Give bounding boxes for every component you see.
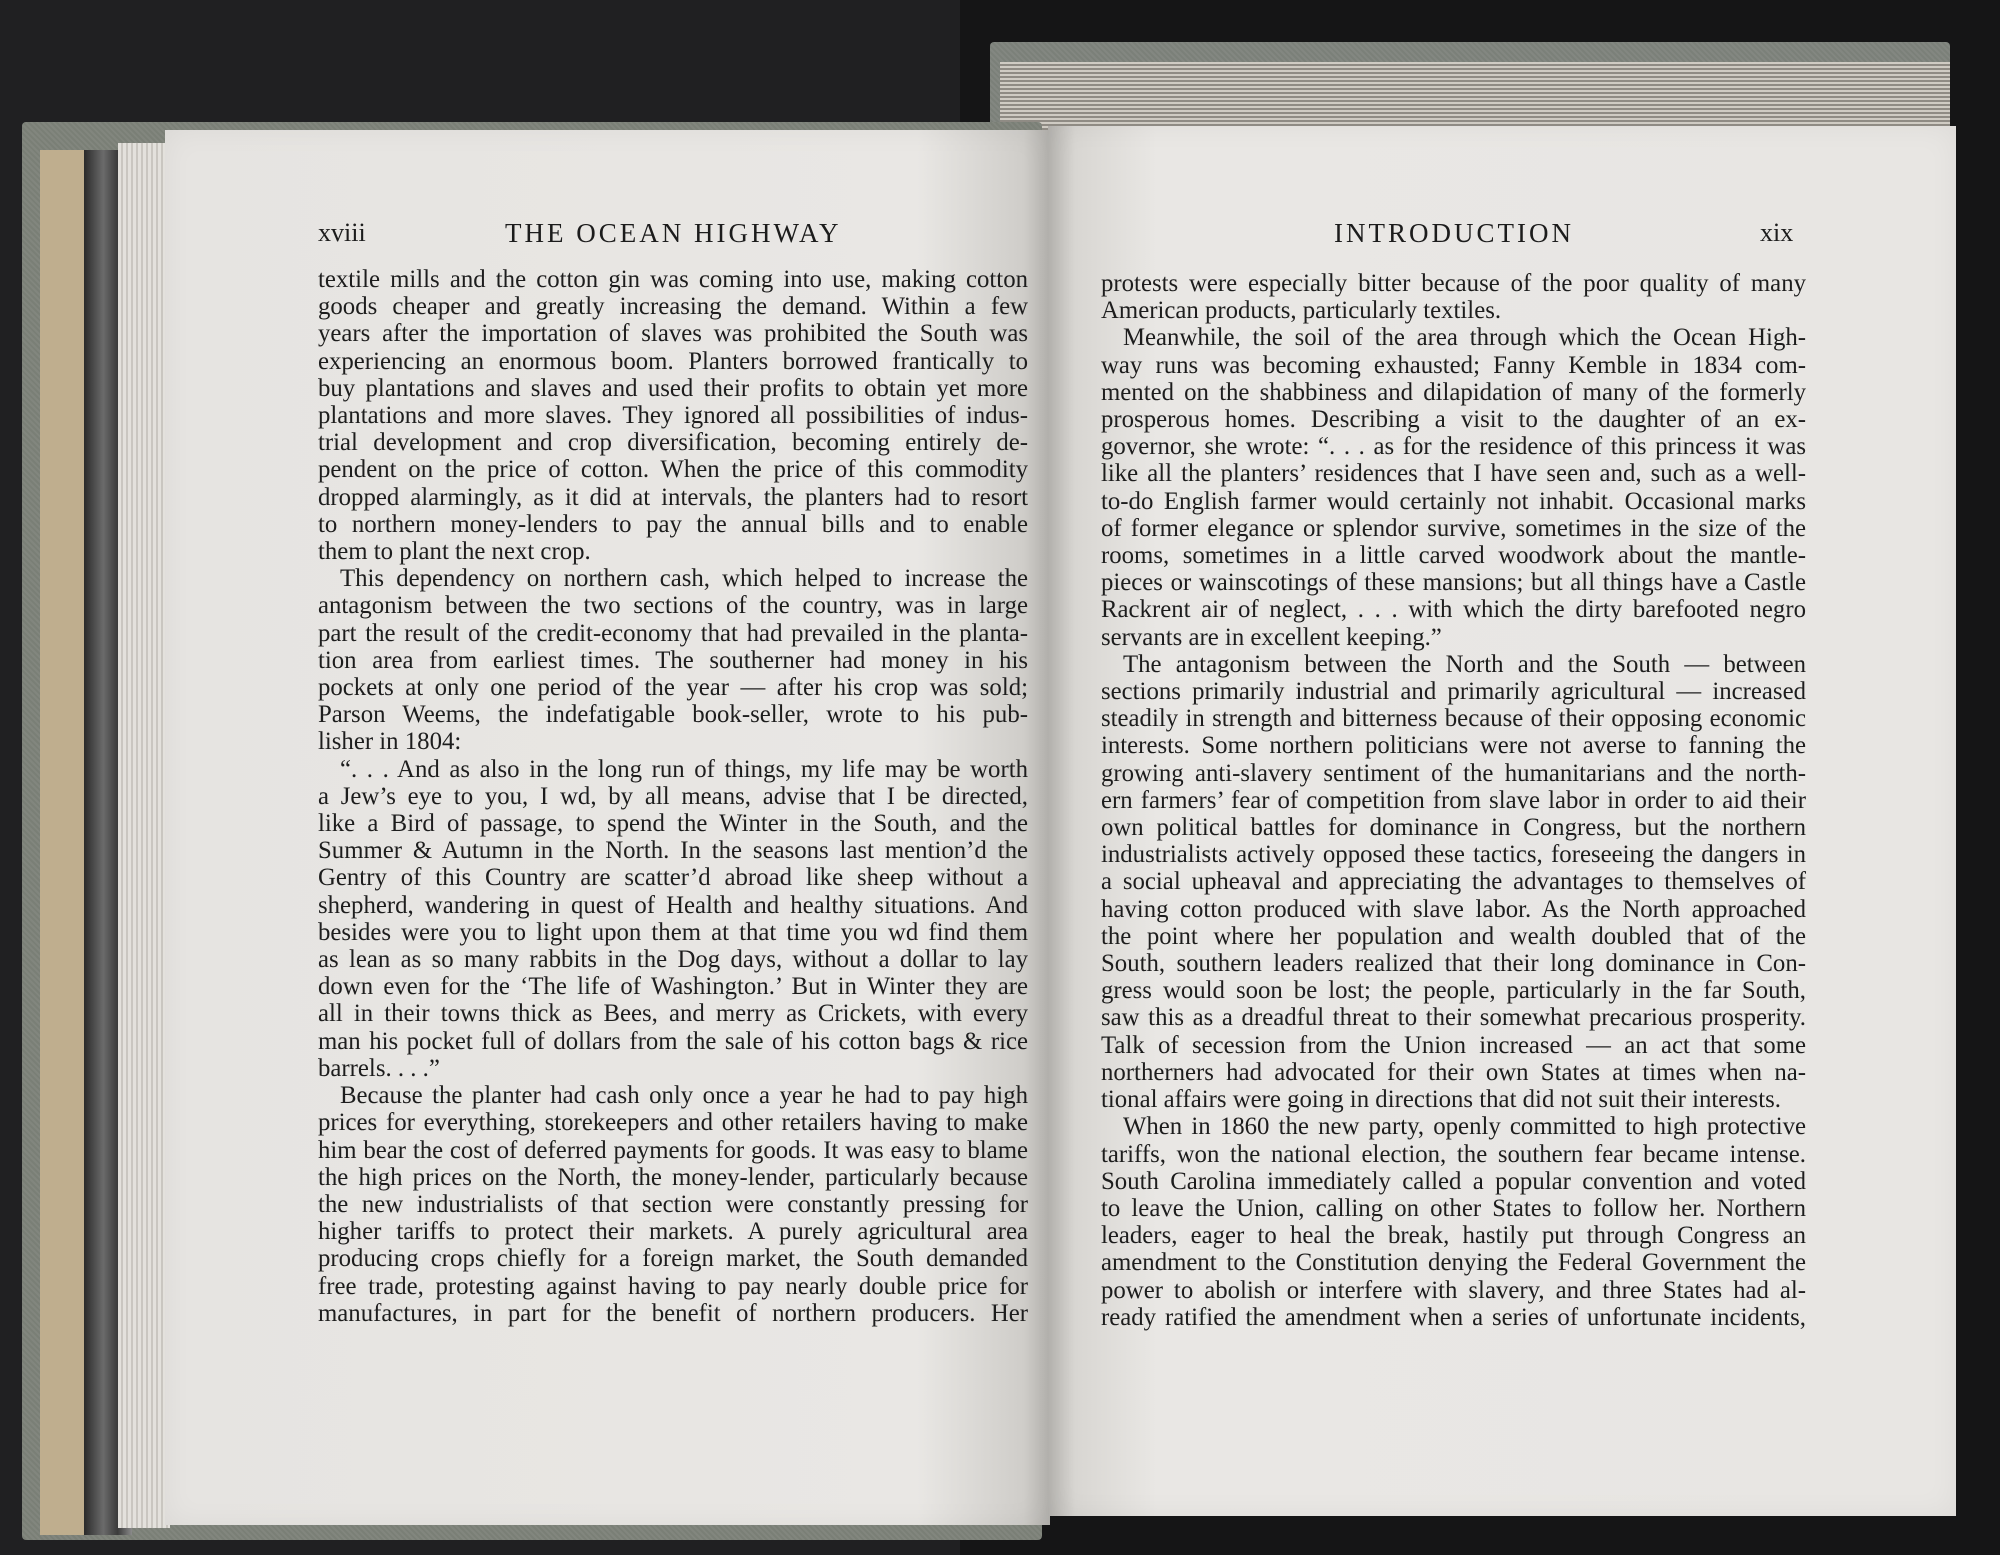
text-line: power to abolish or interfere with slavery, and three States had al- xyxy=(1101,1276,1806,1304)
text-line: northerners had advocated for their own States at times when na- xyxy=(1101,1058,1806,1086)
text-line: industrialists actively opposed these tactics, foreseeing the dangers in xyxy=(1101,841,1806,869)
text-line: goods cheaper and greatly increasing the demand. Within a few xyxy=(318,293,1028,321)
text-line: as lean as so many rabbits in the Dog days, without a dollar to lay xyxy=(318,946,1028,974)
text-line: experiencing an enormous boom. Planters borrowed frantically to xyxy=(318,347,1028,375)
text-line: the point where her population and wealth doubled that of the xyxy=(1101,922,1806,950)
text-line: like all the planters’ residences that I have seen and, such as a well- xyxy=(1101,460,1806,488)
text-line: manufactures, in part for the benefit of northern producers. Her xyxy=(318,1299,1028,1327)
text-line: buy plantations and slaves and used their profits to obtain yet more xyxy=(318,374,1028,402)
text-line: higher tariffs to protect their markets. A purely agricultural area xyxy=(318,1218,1028,1246)
text-line: them to plant the next crop. xyxy=(318,538,591,566)
text-line: South, southern leaders realized that their long dominance in Con- xyxy=(1101,950,1806,978)
text-line: of former elegance or splendor survive, sometimes in the size of the xyxy=(1101,514,1806,542)
text-line: tariffs, won the national election, the southern fear became intense. xyxy=(1101,1140,1806,1168)
text-line: dropped alarmingly, as it did at intervals, the planters had to resort xyxy=(318,483,1028,511)
text-line: the high prices on the North, the money-lender, particularly because xyxy=(318,1163,1028,1191)
right-running-title: INTRODUCTION xyxy=(1334,218,1574,248)
text-line: interests. Some northern politicians were not averse to fanning the xyxy=(1101,732,1806,760)
text-line: sections primarily industrial and primarily agricultural — increased xyxy=(1101,678,1806,706)
text-line: Rackrent air of neglect, . . . with which the dirty barefooted negro xyxy=(1101,596,1806,624)
text-line: to-do English farmer would certainly not inhabit. Occasional marks xyxy=(1101,487,1806,515)
text-line: textile mills and the cotton gin was coming into use, making cotton xyxy=(318,266,1028,293)
text-line: This dependency on northern cash, which helped to increase the xyxy=(340,565,1028,593)
text-line: down even for the ‘The life of Washington.’ But in Winter they are xyxy=(318,973,1028,1001)
text-line: Parson Weems, the indefatigable book-seller, wrote to his pub- xyxy=(318,701,1028,729)
text-line: having cotton produced with slave labor. As the North approached xyxy=(1101,895,1806,923)
text-line: saw this as a dreadful threat to their somewhat precarious prosperity. xyxy=(1101,1004,1806,1032)
text-line: mented on the shabbiness and dilapidation of many of the formerly xyxy=(1101,378,1806,406)
text-line: Summer & Autumn in the North. In the seasons last mention’d the xyxy=(318,837,1028,865)
left-running-title: THE OCEAN HIGHWAY xyxy=(505,218,842,248)
page-edges-side xyxy=(118,143,170,1528)
text-line: way runs was becoming exhausted; Fanny Kemble in 1834 com- xyxy=(1101,351,1806,379)
text-line: amendment to the Constitution denying the Federal Government the xyxy=(1101,1249,1806,1277)
text-line: barrels. . . .” xyxy=(318,1054,440,1082)
text-line: Talk of secession from the Union increased — an act that some xyxy=(1101,1031,1806,1059)
text-line: gress would soon be lost; the people, particularly in the far South, xyxy=(1101,977,1806,1005)
text-line: governor, she wrote: “. . . as for the residence of this princess it was xyxy=(1101,433,1806,461)
text-line: Gentry of this Country are scatter’d abroad like sheep without a xyxy=(318,864,1028,892)
text-line: years after the importation of slaves was prohibited the South was xyxy=(318,320,1028,348)
text-line: plantations and more slaves. They ignored all possibilities of indus- xyxy=(318,402,1028,430)
text-line: growing anti-slavery sentiment of the humanitarians and the north- xyxy=(1101,759,1806,787)
text-line: to leave the Union, calling on other States to follow her. Northern xyxy=(1101,1194,1806,1222)
text-line: American products, particularly textiles. xyxy=(1101,297,1502,325)
text-line: prosperous homes. Describing a visit to the daughter of an ex- xyxy=(1101,406,1806,434)
text-line: trial development and crop diversification, becoming entirely de- xyxy=(318,429,1028,457)
text-line: like a Bird of passage, to spend the Winter in the South, and the xyxy=(318,810,1028,838)
text-line: pendent on the price of cotton. When the price of this commodity xyxy=(318,456,1028,484)
right-page-number: xix xyxy=(1760,218,1794,247)
page-edges-top xyxy=(1000,62,1950,134)
text-line: Meanwhile, the soil of the area through which the Ocean High- xyxy=(1123,324,1806,352)
left-page-body xyxy=(318,266,1028,1327)
text-line: “. . . And as also in the long run of things, my life may be worth xyxy=(340,755,1028,783)
text-line: protests were especially bitter because of the poor quality of many xyxy=(1101,270,1806,297)
text-line: the new industrialists of that section were constantly pressing for xyxy=(318,1190,1028,1218)
left-page-number: xviii xyxy=(318,218,366,247)
text-line: tion area from earliest times. The southerner had money in his xyxy=(318,646,1028,674)
text-line: free trade, protesting against having to pay nearly double price for xyxy=(318,1272,1028,1300)
text-line: ready ratified the amendment when a series of unfortunate incidents, xyxy=(1101,1303,1806,1331)
text-line: prices for everything, storekeepers and other retailers having to make xyxy=(318,1109,1028,1137)
text-line: pieces or wainscotings of these mansions; but all things have a Castle xyxy=(1101,569,1806,597)
text-line: leaders, eager to heal the break, hastily put through Congress an xyxy=(1101,1222,1806,1250)
text-line: a social upheaval and appreciating the advantages to themselves of xyxy=(1101,868,1806,896)
text-line: pockets at only one period of the year — after his crop was sold; xyxy=(318,674,1028,702)
text-line: antagonism between the two sections of the country, was in large xyxy=(318,592,1028,620)
right-page-body xyxy=(1101,270,1806,1331)
text-line: When in 1860 the new party, openly committed to high protective xyxy=(1123,1113,1806,1141)
text-line: lisher in 1804: xyxy=(318,728,462,756)
text-line: own political battles for dominance in Congress, but the northern xyxy=(1101,814,1806,842)
text-line: South Carolina immediately called a popular convention and voted xyxy=(1101,1167,1806,1195)
text-line: besides were you to light upon them at that time you wd find them xyxy=(318,918,1028,946)
text-line: all in their towns thick as Bees, and merry as Crickets, with every xyxy=(318,1000,1028,1028)
text-line: him bear the cost of deferred payments for goods. It was easy to blame xyxy=(318,1136,1028,1164)
text-line: a Jew’s eye to you, I wd, by all means, advise that I be directed, xyxy=(318,782,1028,810)
text-line: The antagonism between the North and the South — between xyxy=(1123,650,1806,678)
text-line: producing crops chiefly for a foreign market, the South demanded xyxy=(318,1245,1028,1273)
text-line: to northern money-lenders to pay the annual bills and to enable xyxy=(318,510,1028,538)
text-line: tional affairs were going in directions that did not suit their interests. xyxy=(1101,1086,1781,1114)
text-line: rooms, sometimes in a little carved woodwork about the mantle- xyxy=(1101,542,1806,570)
text-line: steadily in strength and bitterness because of their opposing economic xyxy=(1101,705,1806,733)
text-line: shepherd, wandering in quest of Health and healthy situations. And xyxy=(318,891,1028,919)
text-line: Because the planter had cash only once a year he had to pay high xyxy=(340,1082,1028,1110)
text-line: servants are in excellent keeping.” xyxy=(1101,623,1442,651)
text-line: ern farmers’ fear of competition from slave labor in order to aid their xyxy=(1101,786,1806,814)
text-line: man his pocket full of dollars from the sale of his cotton bags & rice xyxy=(318,1027,1028,1055)
text-line: part the result of the credit-economy that had prevailed in the planta- xyxy=(318,619,1028,647)
